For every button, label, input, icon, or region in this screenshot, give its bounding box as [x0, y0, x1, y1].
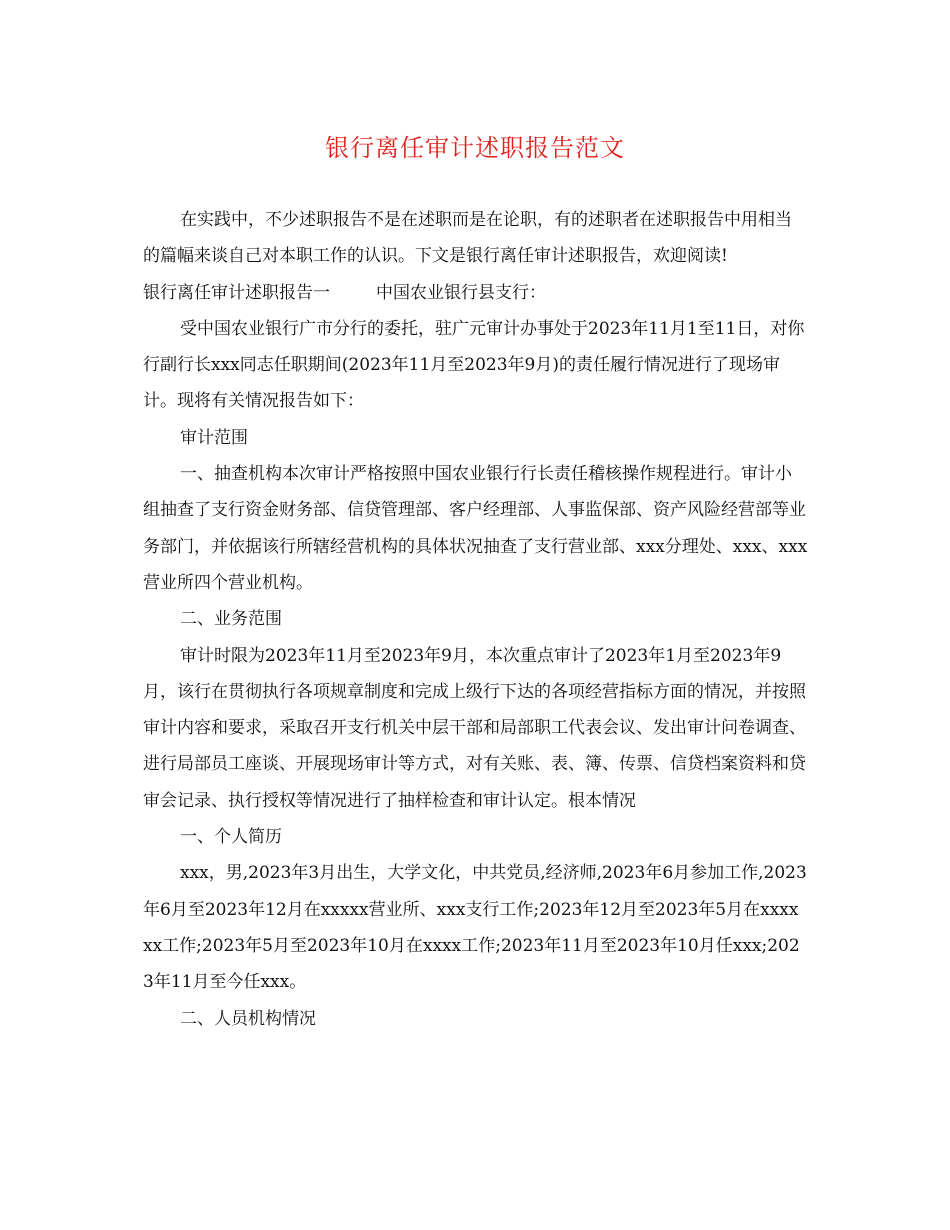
report-heading-line	[143, 275, 808, 311]
resume-heading: 一、个人简历	[180, 827, 282, 848]
resume-paragraph: xxx，男,2023年3月出生，大学文化，中共党员,经济师,2023年6月参加工作,2023年6月至2023年12月在xxxxx营业所、xxx支行工作;2023年12月至2023年5月在xxxxxx工作;2023年5月至2023年10月在xxxx工作;2023年11月至2023年10月任xxx;2023年11月至今任xxx。	[143, 863, 807, 993]
sampling-paragraph: 一、抽查机构本次审计严格按照中国农业银行行长责任稽核操作规程进行。审计小组抽查了支行资金财务部、信贷管理部、客户经理部、人事监保部、资产风险经营部等业务部门，并依据该行所辖经营机构的具体状况抽查了支行营业部、xxx分理处、xxx、xxx营业所四个营业机构。	[143, 464, 808, 593]
staff-heading: 二、人员机构情况	[180, 1008, 316, 1029]
report-heading: 银行离任审计述职报告一	[143, 282, 330, 303]
intro-paragraph: 在实践中，不少述职报告不是在述职而是在论职，有的述职者在述职报告中用相当的篇幅来谈自己对本职工作的认识。下文是银行离任审计述职报告，欢迎阅读!	[143, 210, 792, 267]
business-scope-heading: 二、业务范围	[180, 609, 282, 630]
entrust-paragraph: 受中国农业银行广市分行的委托，驻广元审计办事处于2023年11月1至11日，对你行副行长xxx同志任职期间(2023年11月至2023年9月)的责任履行情况进行了现场审计。现将有关情况报告如下：	[143, 318, 805, 412]
addressee: 中国农业银行县支行：	[376, 282, 546, 303]
document-body	[143, 202, 808, 1037]
document-title: 银行离任审计述职报告范文	[325, 134, 625, 162]
business-scope-paragraph: 审计时限为2023年11月至2023年9月，本次重点审计了2023年1月至2023年9月，该行在贯彻执行各项规章制度和完成上级行下达的各项经营指标方面的情况，并按照审计内容和要求，采取召开支行机关中层干部和局部职工代表会议、发出审计问卷调查、进行局部员工座谈、开展现场审计等方式，对有关账、表、簿、传票、信贷档案资料和贷审会记录、执行授权等情况进行了抽样检查和审计认定。根本情况	[143, 645, 806, 811]
audit-scope-heading: 审计范围	[180, 427, 248, 448]
